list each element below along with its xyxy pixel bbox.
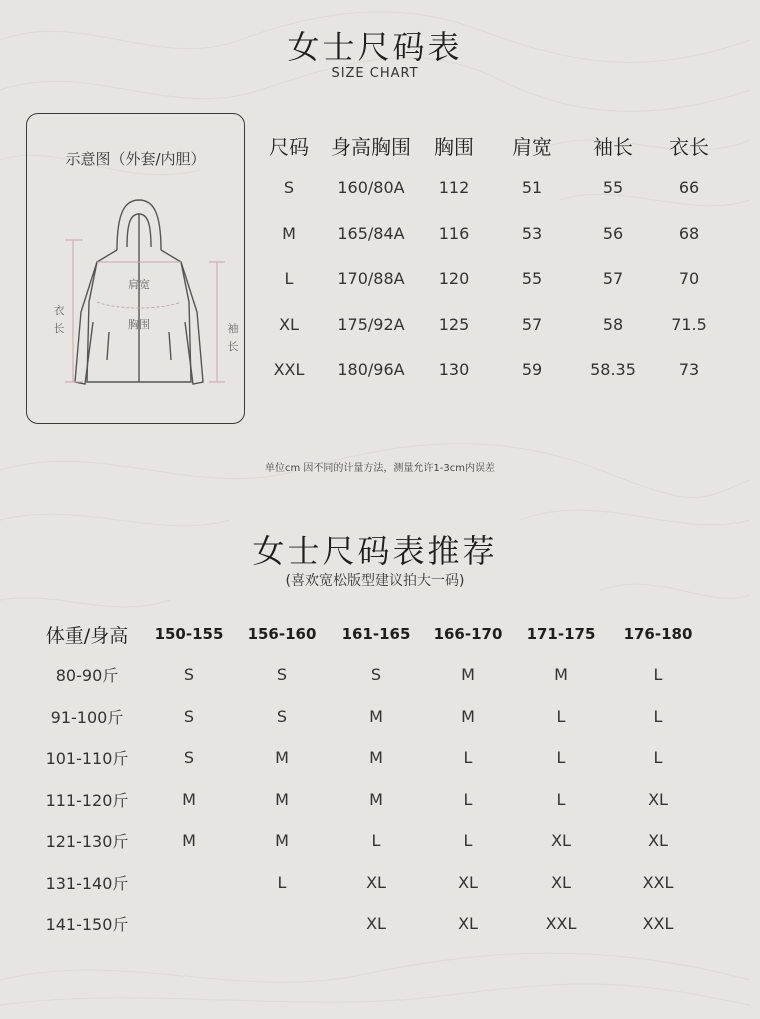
column-header: 尺码 (269, 134, 309, 159)
table-cell: 116 (438, 223, 470, 243)
table-row (30, 903, 708, 945)
table-row (30, 820, 708, 862)
size-chart-header-row (250, 125, 722, 165)
table-cell: 125 (438, 314, 470, 334)
table-row (30, 779, 708, 821)
table-cell: XL (648, 831, 668, 851)
table-cell: 170/88A (337, 269, 405, 289)
table-cell: L (653, 665, 663, 685)
table-cell: 58 (602, 314, 624, 334)
table-cell: 141-150斤 (45, 915, 129, 935)
recommendation-title: 女士尺码表推荐 (252, 532, 498, 570)
table-cell: M (369, 789, 383, 809)
table-cell: XL (551, 831, 571, 851)
table-cell: L (653, 706, 663, 726)
sleeve-label-1: 袖 (227, 322, 239, 335)
column-header: 胸围 (434, 134, 474, 159)
table-row (250, 256, 722, 302)
table-cell: 66 (678, 178, 700, 198)
table-cell: S (183, 665, 195, 685)
table-cell: 58.35 (590, 360, 636, 380)
recommendation-table (30, 614, 708, 945)
table-cell: 80-90斤 (55, 666, 119, 686)
table-cell: 55 (521, 269, 543, 289)
column-header: 身高胸围 (331, 134, 411, 159)
table-cell: M (275, 831, 289, 851)
table-cell: L (556, 748, 566, 768)
table-cell: L (556, 706, 566, 726)
table-cell: M (282, 223, 296, 243)
table-cell: XL (458, 914, 478, 934)
table-cell: S (276, 665, 288, 685)
column-header: 体重/身高 (45, 624, 129, 647)
jacket-outline-icon (37, 192, 237, 392)
table-cell: M (461, 706, 475, 726)
table-row (30, 737, 708, 779)
table-cell: 130 (438, 360, 470, 380)
table-cell: 57 (602, 269, 624, 289)
table-row (250, 165, 722, 211)
table-cell: 121-130斤 (45, 832, 129, 852)
table-cell: 120 (438, 269, 470, 289)
table-cell: 111-120斤 (45, 790, 129, 810)
table-row (30, 862, 708, 904)
table-cell: 57 (521, 314, 543, 334)
table-cell: M (554, 665, 568, 685)
table-cell: 112 (438, 178, 470, 198)
table-cell: M (369, 706, 383, 726)
table-cell: 101-110斤 (45, 749, 129, 769)
table-cell: S (283, 178, 295, 198)
column-header: 袖长 (593, 134, 633, 159)
table-cell: S (183, 748, 195, 768)
table-cell (144, 862, 234, 904)
table-cell: S (183, 706, 195, 726)
column-header: 150-155 (154, 625, 224, 643)
shoulder-label: 肩宽 (128, 278, 150, 291)
table-cell: L (463, 789, 473, 809)
table-cell: XXL (642, 872, 674, 892)
column-header: 156-160 (247, 625, 317, 643)
table-cell: XL (458, 872, 478, 892)
column-header: 171-175 (526, 625, 596, 643)
table-cell: M (369, 748, 383, 768)
table-cell: M (275, 748, 289, 768)
table-cell: XXL (273, 360, 305, 380)
column-header: 166-170 (433, 625, 503, 643)
page-title: 女士尺码表 (287, 28, 463, 66)
table-cell: 71.5 (671, 314, 707, 334)
diagram-label: 示意图（外套/内胆） (65, 150, 206, 168)
table-cell: 73 (678, 360, 700, 380)
table-cell: XXL (545, 914, 577, 934)
length-label-1: 衣 (53, 304, 65, 317)
table-cell: 70 (678, 269, 700, 289)
table-cell: S (276, 706, 288, 726)
table-cell: 175/92A (337, 314, 405, 334)
table-cell (234, 903, 330, 945)
table-cell: L (556, 789, 566, 809)
diagram-panel (26, 113, 245, 424)
table-cell: M (182, 831, 196, 851)
size-chart-table (250, 125, 722, 393)
table-cell: 180/96A (337, 360, 405, 380)
table-cell: L (463, 831, 473, 851)
table-cell: 56 (602, 223, 624, 243)
table-cell: 160/80A (337, 178, 405, 198)
table-cell: M (275, 789, 289, 809)
column-header: 肩宽 (512, 134, 552, 159)
page-subtitle: SIZE CHART (331, 66, 419, 81)
table-row (250, 347, 722, 393)
table-cell: L (463, 748, 473, 768)
table-row (250, 211, 722, 257)
table-cell: M (461, 665, 475, 685)
table-cell: 51 (521, 178, 543, 198)
sleeve-label-2: 长 (227, 340, 239, 353)
table-cell: XL (551, 872, 571, 892)
recommendation-header-row (30, 614, 708, 654)
table-cell: 55 (602, 178, 624, 198)
table-cell (144, 903, 234, 945)
table-cell: XL (648, 789, 668, 809)
table-cell: XL (366, 872, 386, 892)
table-cell: 68 (678, 223, 700, 243)
table-cell: L (277, 872, 287, 892)
table-cell: L (653, 748, 663, 768)
table-cell: 131-140斤 (45, 873, 129, 893)
table-row (250, 302, 722, 348)
column-header: 衣长 (669, 134, 709, 159)
table-cell: XL (279, 314, 299, 334)
table-cell: M (182, 789, 196, 809)
chest-label: 胸围 (128, 318, 150, 331)
column-header: 176-180 (623, 625, 693, 643)
recommendation-subtitle: (喜欢宽松版型建议拍大一码) (285, 573, 465, 589)
table-cell: 59 (521, 360, 543, 380)
table-cell: 165/84A (337, 223, 405, 243)
table-cell: XXL (642, 914, 674, 934)
table-cell: L (371, 831, 381, 851)
table-cell: XL (366, 914, 386, 934)
table-row (30, 696, 708, 738)
measurement-note: 单位cm 因不同的计量方法，测量允许1-3cm内误差 (265, 463, 495, 474)
table-row (30, 654, 708, 696)
table-cell: L (284, 269, 294, 289)
length-label-2: 长 (53, 322, 65, 335)
table-cell: 53 (521, 223, 543, 243)
table-cell: 91-100斤 (50, 707, 124, 727)
column-header: 161-165 (341, 625, 411, 643)
table-cell: S (370, 665, 382, 685)
